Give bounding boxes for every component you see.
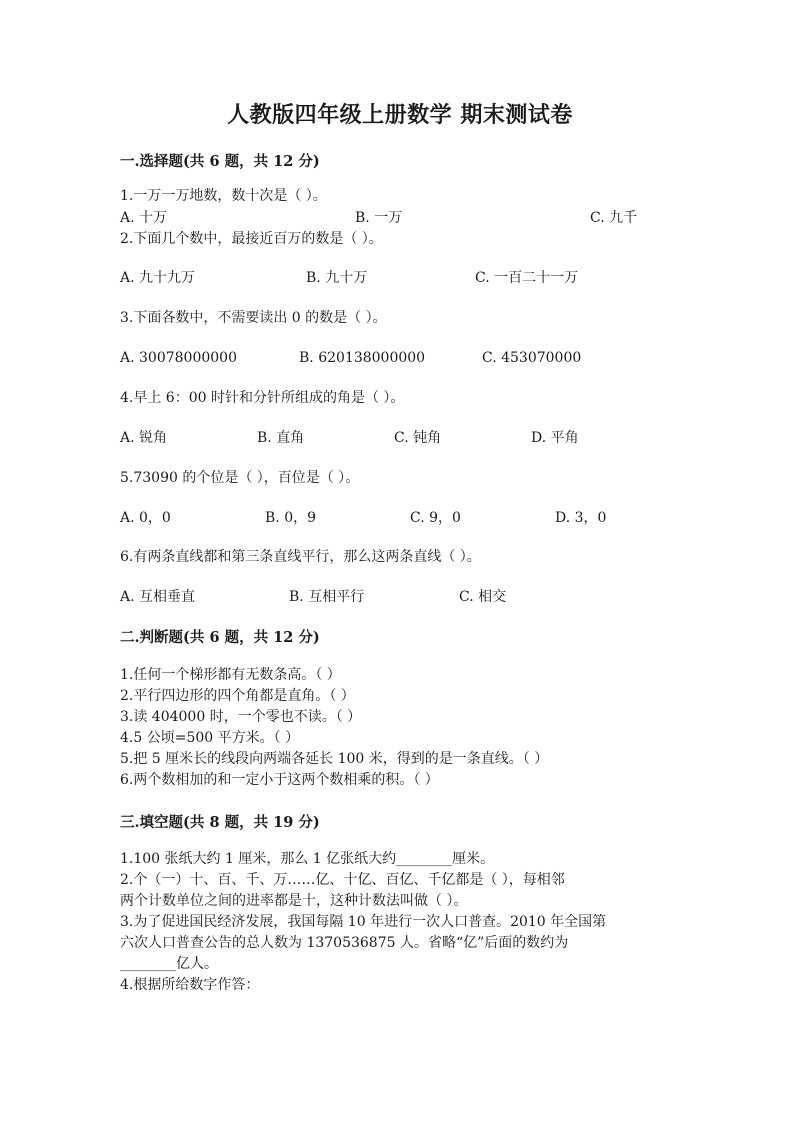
option: D. 3，0 [555,510,607,526]
option: B. 620138000000 [299,350,426,366]
judgement-item: 1.任何一个梯形都有无数条高。（ ） [120,667,341,683]
question-stem: 3.下面各数中，不需要读出 0 的数是（ ）。 [120,310,387,326]
judgement-item: 6.两个数相加的和一定小于这两个数相乘的积。（ ） [120,772,439,788]
section-heading-judgement: 二.判断题(共 6 题，共 12 分) [120,629,320,646]
option: B. 九十万 [306,270,368,286]
section-heading-fill-blank: 三.填空题(共 8 题，共 19 分) [120,814,320,831]
question-stem: 1.一万一万地数，数十次是（ ）。 [120,188,327,204]
option: C. 九千 [590,210,638,226]
fill-blank-line: 3.为了促进国民经济发展，我国每隔 10 年进行一次人口普查。2010 年全国第 [120,914,607,930]
question-stem: 6.有两条直线都和第三条直线平行，那么这两条直线（ ）。 [120,549,481,565]
option: A. 0，0 [120,510,171,526]
option: A. 十万 [120,210,168,226]
option: C. 一百二十一万 [475,270,579,286]
option: C. 相交 [459,589,507,605]
option: C. 453070000 [482,350,582,366]
fill-blank-line: 1.100 张纸大约 1 厘米，那么 1 亿张纸大约________厘米。 [120,851,495,867]
judgement-item: 2.平行四边形的四个角都是直角。（ ） [120,688,355,704]
option: B. 0，9 [265,510,317,526]
page-title: 人教版四年级上册数学 期末测试卷 [227,102,573,128]
fill-blank-line: 六次人口普查公告的总人数为 1370536875 人。省略“亿”后面的数约为 [120,935,569,951]
option: B. 一万 [355,210,403,226]
section-heading-choice: 一.选择题(共 6 题，共 12 分) [120,153,320,170]
option: A. 互相垂直 [120,589,196,605]
fill-blank-line: ________亿人。 [120,956,218,972]
judgement-item: 5.把 5 厘米长的线段向两端各延长 100 米，得到的是一条直线。（ ） [120,751,549,767]
option: A. 30078000000 [120,350,237,366]
option: C. 钝角 [394,430,442,446]
question-stem: 2.下面几个数中，最接近百万的数是（ ）。 [120,231,383,247]
question-stem: 5.73090 的个位是（ ），百位是（ ）。 [120,470,360,486]
judgement-item: 4.5 公顷=500 平方米。（ ） [120,730,300,746]
judgement-item: 3.读 404000 时，一个零也不读。（ ） [120,709,362,725]
question-stem: 4.早上 6：00 时针和分针所组成的角是（ ）。 [120,390,405,406]
fill-blank-line: 4.根据所给数字作答： [120,977,260,993]
option: B. 直角 [257,430,305,446]
option: D. 平角 [531,430,579,446]
option: B. 互相平行 [289,589,365,605]
fill-blank-line: 2.个（一）十、百、千、万……亿、十亿、百亿、千亿都是（ ），每相邻 [120,872,565,888]
option: A. 锐角 [120,430,168,446]
fill-blank-line: 两个计数单位之间的进率都是十，这种计数法叫做（ ）。 [120,893,468,909]
option: A. 九十九万 [120,270,196,286]
option: C. 9，0 [410,510,461,526]
